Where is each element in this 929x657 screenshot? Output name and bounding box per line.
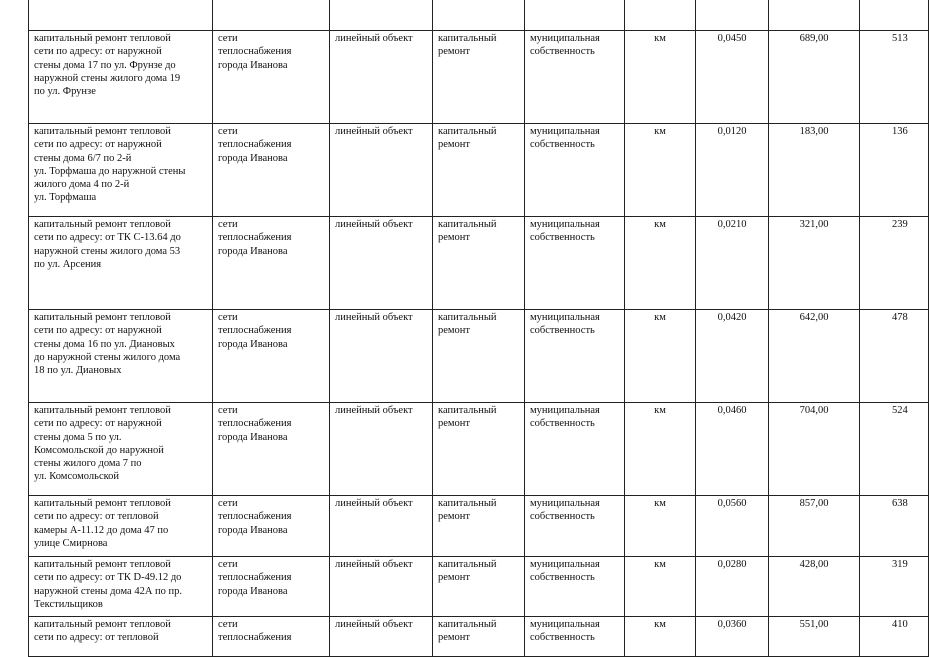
work-type-cell-line: ремонт xyxy=(438,572,471,584)
network-cell xyxy=(213,557,330,617)
unit-cell xyxy=(625,310,696,403)
ownership-cell xyxy=(525,217,625,310)
ownership-cell-line: муниципальная xyxy=(530,619,600,630)
object-name-cell-line: сети по адресу: от наружной xyxy=(34,139,162,151)
object-name-cell-line: стены жилого дома 7 по xyxy=(34,458,142,470)
object-name-cell-line: капитальный ремонт тепловой xyxy=(34,219,171,230)
object-name-cell-line: стены дома 16 по ул. Диановых xyxy=(34,338,175,350)
length-cell-text: 0,0560 xyxy=(717,498,747,509)
unit-cell xyxy=(625,496,696,557)
length-cell-text: 0,0360 xyxy=(717,619,747,630)
extra-value-cell-text: 136 xyxy=(892,126,908,137)
work-type-cell xyxy=(433,217,525,310)
unit-cell xyxy=(625,31,696,124)
work-type-cell-line: капитальный xyxy=(438,219,497,230)
network-cell-line: сети xyxy=(218,405,238,416)
work-type-cell xyxy=(433,310,525,403)
length-cell xyxy=(696,124,769,217)
unit-cell xyxy=(625,124,696,217)
ownership-cell-line: собственность xyxy=(530,418,595,430)
object-type-cell-text: линейный объект xyxy=(335,405,413,416)
object-name-cell-line: жилого дома 4 по 2-й xyxy=(34,179,130,191)
work-type-cell-line: капитальный xyxy=(438,619,497,630)
ownership-cell xyxy=(525,557,625,617)
object-name-cell-line: стены дома 6/7 по 2-й xyxy=(34,152,132,164)
work-type-cell-line: капитальный xyxy=(438,126,497,137)
ownership-cell-line: муниципальная xyxy=(530,559,600,570)
object-name-cell-line: стены дома 17 по ул. Фрунзе до xyxy=(34,59,176,71)
unit-cell xyxy=(625,617,696,657)
network-cell-line: сети xyxy=(218,219,238,230)
ownership-cell xyxy=(525,617,625,657)
work-type-cell-line: капитальный xyxy=(438,498,497,509)
object-type-cell xyxy=(330,124,433,217)
cost-cell xyxy=(769,496,860,557)
object-name-cell-line: по ул. Арсения xyxy=(34,258,102,270)
extra-value-cell xyxy=(860,403,929,496)
length-cell xyxy=(696,617,769,657)
object-type-cell-text: линейный объект xyxy=(335,126,413,137)
extra-value-cell-text: 524 xyxy=(892,405,908,416)
object-type-cell-text: линейный объект xyxy=(335,559,413,570)
ownership-cell-line: муниципальная xyxy=(530,498,600,509)
work-type-cell-line: капитальный xyxy=(438,559,497,570)
work-type-cell xyxy=(433,124,525,217)
network-cell-line: города Иванова xyxy=(218,152,288,164)
object-name-cell-line: ул. Торфмаша xyxy=(34,192,97,204)
object-name-cell-line: капитальный ремонт тепловой xyxy=(34,312,171,323)
object-name-cell-line: камеры А-11.12 до дома 47 по xyxy=(34,524,169,536)
object-name-cell-line: наружной стены жилого дома 53 xyxy=(34,245,181,257)
object-name-cell-line: по ул. Фрунзе xyxy=(34,86,96,98)
table-row xyxy=(29,557,929,617)
infrastructure-table xyxy=(28,0,929,657)
cost-cell xyxy=(769,403,860,496)
object-name-cell-line: ул. Комсомольской xyxy=(34,471,120,483)
network-cell-line: сети xyxy=(218,498,238,509)
cost-cell xyxy=(769,310,860,403)
network-cell-line: теплоснабжения xyxy=(218,572,292,584)
network-cell-line: сети xyxy=(218,126,238,137)
object-name-cell xyxy=(29,496,213,557)
network-cell-line: города Иванова xyxy=(218,585,288,597)
work-type-cell-line: капитальный xyxy=(438,33,497,44)
network-cell-line: города Иванова xyxy=(218,245,288,257)
work-type-cell-line: ремонт xyxy=(438,46,471,58)
network-cell-line: теплоснабжения xyxy=(218,232,292,244)
unit-cell-text: км xyxy=(654,619,666,630)
length-cell-text: 0,0420 xyxy=(717,312,747,323)
work-type-cell-line: ремонт xyxy=(438,511,471,523)
object-name-cell-line: наружной стены дома 42А по пр. xyxy=(34,585,183,597)
cost-cell-text: 551,00 xyxy=(799,619,829,630)
object-name-cell-line: сети по адресу: от наружной xyxy=(34,46,162,58)
network-cell-line: теплоснабжения xyxy=(218,418,292,430)
object-type-cell-text: линейный объект xyxy=(335,312,413,323)
object-name-cell xyxy=(29,124,213,217)
unit-cell xyxy=(625,217,696,310)
ownership-cell-line: муниципальная xyxy=(530,405,600,416)
cost-cell-text: 428,00 xyxy=(799,559,829,570)
ownership-cell-line: собственность xyxy=(530,572,595,584)
network-cell-line: теплоснабжения xyxy=(218,325,292,337)
object-name-cell-line: стены дома 5 по ул. xyxy=(34,431,122,443)
ownership-cell-line: муниципальная xyxy=(530,33,600,44)
cost-cell xyxy=(769,217,860,310)
network-cell-line: сети xyxy=(218,619,238,630)
work-type-cell-line: капитальный xyxy=(438,405,497,416)
object-name-cell xyxy=(29,217,213,310)
ownership-cell-line: муниципальная xyxy=(530,219,600,230)
network-cell-line: сети xyxy=(218,33,238,44)
object-name-cell-line: улице Смирнова xyxy=(34,537,108,549)
object-type-cell-text: линейный объект xyxy=(335,33,413,44)
cost-cell-text: 857,00 xyxy=(799,498,829,509)
table-row xyxy=(29,31,929,124)
extra-value-cell xyxy=(860,496,929,557)
cost-cell xyxy=(769,124,860,217)
network-cell xyxy=(213,217,330,310)
cost-cell-text: 689,00 xyxy=(799,33,829,44)
object-type-cell xyxy=(330,403,433,496)
object-type-cell xyxy=(330,496,433,557)
object-type-cell-text: линейный объект xyxy=(335,498,413,509)
object-name-cell xyxy=(29,617,213,657)
object-name-cell xyxy=(29,310,213,403)
extra-value-cell-text: 478 xyxy=(892,312,908,323)
unit-cell-text: км xyxy=(654,405,666,416)
object-name-cell-line: капитальный ремонт тепловой xyxy=(34,405,171,416)
table-row xyxy=(29,617,929,657)
object-type-cell xyxy=(330,617,433,657)
object-name-cell-line: Комсомольской до наружной xyxy=(34,444,164,456)
ownership-cell-line: собственность xyxy=(530,325,595,337)
length-cell xyxy=(696,403,769,496)
object-name-cell-line: ул. Торфмаша до наружной стены xyxy=(34,165,186,177)
extra-value-cell xyxy=(860,31,929,124)
unit-cell-text: км xyxy=(654,312,666,323)
ownership-cell-line: собственность xyxy=(530,632,595,644)
work-type-cell-line: ремонт xyxy=(438,139,471,151)
object-name-cell xyxy=(29,403,213,496)
length-cell xyxy=(696,496,769,557)
unit-cell-text: км xyxy=(654,559,666,570)
length-cell-text: 0,0120 xyxy=(717,126,747,137)
object-name-cell xyxy=(29,31,213,124)
object-type-cell xyxy=(330,310,433,403)
extra-value-cell xyxy=(860,617,929,657)
work-type-cell xyxy=(433,403,525,496)
table-row xyxy=(29,403,929,496)
network-cell-line: города Иванова xyxy=(218,524,288,536)
work-type-cell xyxy=(433,31,525,124)
cost-cell-text: 321,00 xyxy=(799,219,829,230)
object-name-cell-line: капитальный ремонт тепловой xyxy=(34,33,171,44)
object-name-cell-line: капитальный ремонт тепловой xyxy=(34,126,171,137)
unit-cell-text: км xyxy=(654,126,666,137)
length-cell-text: 0,0210 xyxy=(717,219,747,230)
ownership-cell xyxy=(525,124,625,217)
network-cell xyxy=(213,496,330,557)
extra-value-cell xyxy=(860,310,929,403)
network-cell xyxy=(213,403,330,496)
network-cell-line: теплоснабжения xyxy=(218,139,292,151)
object-name-cell-line: капитальный ремонт тепловой xyxy=(34,498,171,509)
object-name-cell-line: сети по адресу: от тепловой xyxy=(34,511,159,523)
network-cell-line: теплоснабжения xyxy=(218,632,292,644)
extra-value-cell xyxy=(860,557,929,617)
cost-cell-text: 183,00 xyxy=(799,126,829,137)
cost-cell xyxy=(769,617,860,657)
work-type-cell-line: ремонт xyxy=(438,632,471,644)
extra-value-cell-text: 410 xyxy=(892,619,908,630)
length-cell xyxy=(696,31,769,124)
ownership-cell-line: муниципальная xyxy=(530,126,600,137)
work-type-cell xyxy=(433,496,525,557)
network-cell-line: города Иванова xyxy=(218,59,288,71)
object-name-cell-line: Текстильщиков xyxy=(34,598,103,610)
network-cell xyxy=(213,617,330,657)
object-type-cell-text: линейный объект xyxy=(335,219,413,230)
object-name-cell-line: 18 по ул. Диановых xyxy=(34,365,122,377)
ownership-cell-line: муниципальная xyxy=(530,312,600,323)
work-type-cell xyxy=(433,557,525,617)
network-cell-line: города Иванова xyxy=(218,338,288,350)
object-name-cell-line: наружной стены жилого дома 19 xyxy=(34,72,181,84)
network-cell-line: сети xyxy=(218,312,238,323)
object-name-cell xyxy=(29,557,213,617)
work-type-cell xyxy=(433,617,525,657)
extra-value-cell xyxy=(860,124,929,217)
length-cell xyxy=(696,310,769,403)
unit-cell-text: км xyxy=(654,498,666,509)
network-cell-line: города Иванова xyxy=(218,431,288,443)
length-cell-text: 0,0460 xyxy=(717,405,747,416)
length-cell-text: 0,0280 xyxy=(717,559,747,570)
length-cell xyxy=(696,557,769,617)
work-type-cell-line: капитальный xyxy=(438,312,497,323)
work-type-cell-line: ремонт xyxy=(438,418,471,430)
extra-value-cell xyxy=(860,217,929,310)
table-row-header-spacer xyxy=(29,0,929,31)
object-name-cell-line: сети по адресу: от наружной xyxy=(34,325,162,337)
ownership-cell xyxy=(525,496,625,557)
cost-cell xyxy=(769,557,860,617)
network-cell-line: сети xyxy=(218,559,238,570)
table-row xyxy=(29,217,929,310)
length-cell xyxy=(696,217,769,310)
unit-cell-text: км xyxy=(654,219,666,230)
object-type-cell xyxy=(330,31,433,124)
object-name-cell-line: капитальный ремонт тепловой xyxy=(34,619,171,630)
object-name-cell-line: сети по адресу: от тепловой xyxy=(34,632,159,644)
ownership-cell-line: собственность xyxy=(530,139,595,151)
network-cell-line: теплоснабжения xyxy=(218,46,292,58)
object-name-cell-line: сети по адресу: от наружной xyxy=(34,418,162,430)
object-type-cell xyxy=(330,557,433,617)
object-name-cell-line: капитальный ремонт тепловой xyxy=(34,559,171,570)
table-row xyxy=(29,124,929,217)
object-name-cell-line: сети по адресу: от ТК С-13.64 до xyxy=(34,232,181,244)
ownership-cell xyxy=(525,403,625,496)
ownership-cell xyxy=(525,310,625,403)
extra-value-cell-text: 319 xyxy=(892,559,908,570)
network-cell xyxy=(213,310,330,403)
object-name-cell-line: сети по адресу: от ТК D-49.12 до xyxy=(34,572,182,584)
extra-value-cell-text: 513 xyxy=(892,33,908,44)
network-cell xyxy=(213,124,330,217)
cost-cell xyxy=(769,31,860,124)
ownership-cell-line: собственность xyxy=(530,511,595,523)
unit-cell xyxy=(625,403,696,496)
network-cell-line: теплоснабжения xyxy=(218,511,292,523)
cost-cell-text: 642,00 xyxy=(799,312,829,323)
unit-cell-text: км xyxy=(654,33,666,44)
table-row xyxy=(29,310,929,403)
length-cell-text: 0,0450 xyxy=(717,33,747,44)
ownership-cell xyxy=(525,31,625,124)
work-type-cell-line: ремонт xyxy=(438,232,471,244)
extra-value-cell-text: 239 xyxy=(892,219,908,230)
object-type-cell xyxy=(330,217,433,310)
object-type-cell-text: линейный объект xyxy=(335,619,413,630)
ownership-cell-line: собственность xyxy=(530,46,595,58)
network-cell xyxy=(213,31,330,124)
object-name-cell-line: до наружной стены жилого дома xyxy=(34,351,181,363)
extra-value-cell-text: 638 xyxy=(892,498,908,509)
table-row xyxy=(29,496,929,557)
work-type-cell-line: ремонт xyxy=(438,325,471,337)
ownership-cell-line: собственность xyxy=(530,232,595,244)
cost-cell-text: 704,00 xyxy=(799,405,829,416)
unit-cell xyxy=(625,557,696,617)
